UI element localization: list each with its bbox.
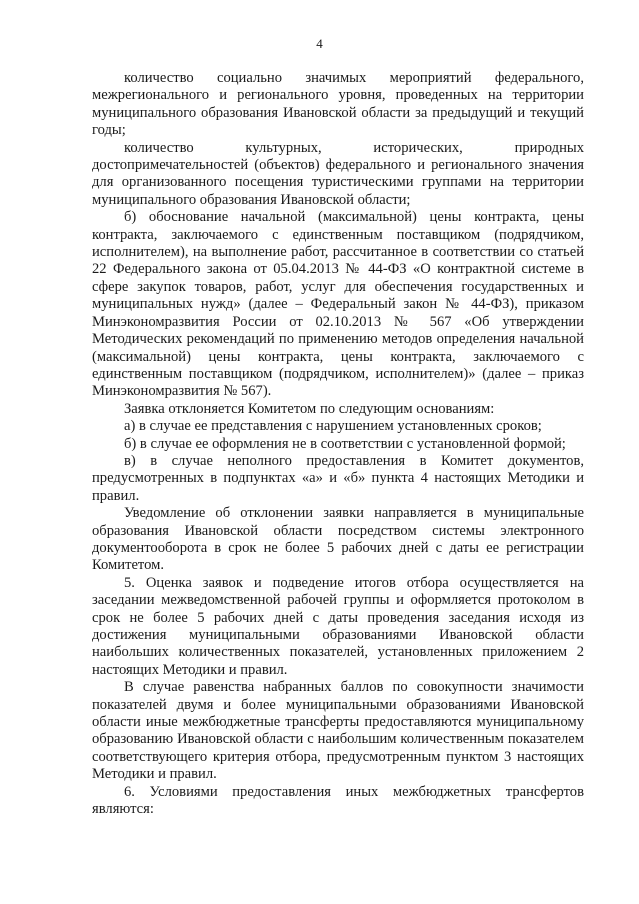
- paragraph-rejection-c: в) в случае неполного предоставления в Комитет документов, предусмотренных в подпунктах «а» и «б» пункта 4 настоящих Методики и правил.: [92, 452, 584, 504]
- paragraph-price-justification: б) обоснование начальной (максимальной) цены контракта, цены контракта, заключаемого с единственным поставщиком (подрядчиком, исполнителем), на выполнение работ, рассчитанное в соответствии со статьей 22 Федерального закона от 05.04.2013 № 44-ФЗ «О контрактной системе в сфере закупок товаров, работ, услуг для обеспечения государственных и муниципальных нужд» (далее – Федеральный закон № 44-ФЗ), приказом Минэкономразвития России от 02.10.2013 № 567 «Об утверждении Методических рекомендаций по применению методов определения начальной (максимальной) цены контракта, цены контракта, заключаемого с единственным поставщиком (подрядчиком, исполнителем)» (далее – приказ Минэкономразвития № 567).: [92, 209, 584, 400]
- paragraph-rejection-a: а) в случае ее представления с нарушением установленных сроков;: [124, 418, 542, 435]
- paragraph-social-events-count: количество социально значимых мероприятий федерального, межрегионального и регионального уровня, проведенных на территории муниципального образования Ивановской области за предыдущий и текущий годы;: [92, 70, 584, 139]
- paragraph-item-5: 5. Оценка заявок и подведение итогов отбора осуществляется на заседании межведомственной рабочей группы и оформляется протоколом в срок не более 5 рабочих дней с даты проведения заседания исходя из достижения муниципальными образованиями Ивановской области наибольших количественных показателей, установленных приложением 2 настоящих Методики и правил.: [92, 574, 584, 678]
- paragraph-item-6: 6. Условиями предоставления иных межбюджетных трансфертов являются:: [92, 783, 584, 818]
- paragraph-tie-break: В случае равенства набранных баллов по совокупности значимости показателей двумя и более муниципальными образованиями Ивановской области иные межбюджетные трансферты предоставляются муниципальному образованию Ивановской области с наибольшим количественным показателем соответствующего критерия отбора, предусмотренным пунктом 3 настоящих Методики и правил.: [92, 679, 584, 783]
- paragraph-rejection-notice: Уведомление об отклонении заявки направляется в муниципальные образования Ивановской области посредством системы электронного документооборота в срок не более 5 рабочих дней с даты ее регистрации Комитетом.: [92, 505, 584, 574]
- paragraph-rejection-b: б) в случае ее оформления не в соответствии с установленной формой;: [124, 435, 566, 452]
- document-body: [92, 70, 584, 818]
- page-number: 4: [316, 36, 323, 51]
- paragraph-rejection-grounds: Заявка отклоняется Комитетом по следующим основаниям:: [124, 400, 495, 417]
- paragraph-landmarks-count: количество культурных, исторических, природных достопримечательностей (объектов) федерального и регионального значения для организованного посещения туристическими группами на территории муниципального образования Ивановской области;: [92, 139, 584, 208]
